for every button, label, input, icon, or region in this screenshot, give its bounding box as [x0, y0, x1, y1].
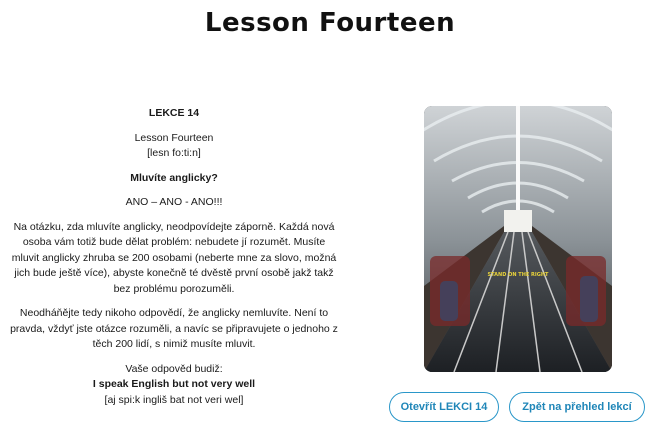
stand-on-right-text	[488, 272, 549, 278]
page-title: Lesson Fourteen	[204, 8, 456, 38]
lesson-paragraph-2: Neodháňějte tedy nikoho odpovědí, že anglicky nemluvíte. Není to pravda, vždyť jste otázce rozuměli, a navíc se připravujete o jednoho z těch 200 lidí, s nimiž musíte mluvit.	[10, 307, 338, 350]
answer-phrase: I speak English but not very well	[92, 378, 256, 390]
answer-pronunciation: [aj spi:k ingliš bat not veri wel]	[104, 393, 244, 406]
back-to-overview-button[interactable]: Zpět na přehled lekcí	[509, 392, 645, 422]
lesson-name: Lesson Fourteen	[134, 131, 214, 144]
lesson-question: Mluvíte anglicky?	[130, 171, 218, 184]
lesson-label: LEKCE 14	[148, 107, 200, 119]
lesson-pronunciation: [lesn fo:ti:n]	[147, 147, 201, 159]
lesson-answer: ANO – ANO - ANO!!!	[125, 196, 223, 208]
escalator-photo	[424, 106, 612, 372]
svg-text:STAND ON THE RIGHT: STAND ON THE RIGHT	[487, 272, 549, 278]
lesson-paragraph-1: Na otázku, zda mluvíte anglicky, neodpovídejte záporně. Každá nová osoba vám totiž bude dělat problém: nebudete jí rozumět. Musíte mluvit anglicky zhruba se 200 osobami (neberte mne za slovo, možná jich bude ještě více), abyste konečně té dvěstě první osobě jakž takž bez problému porozuměli.	[11, 220, 337, 295]
open-lesson-button[interactable]: Otevřít LEKCI 14	[389, 392, 499, 422]
answer-intro: Vaše odpověd budiž:	[125, 362, 223, 375]
lesson-text	[8, 106, 340, 408]
